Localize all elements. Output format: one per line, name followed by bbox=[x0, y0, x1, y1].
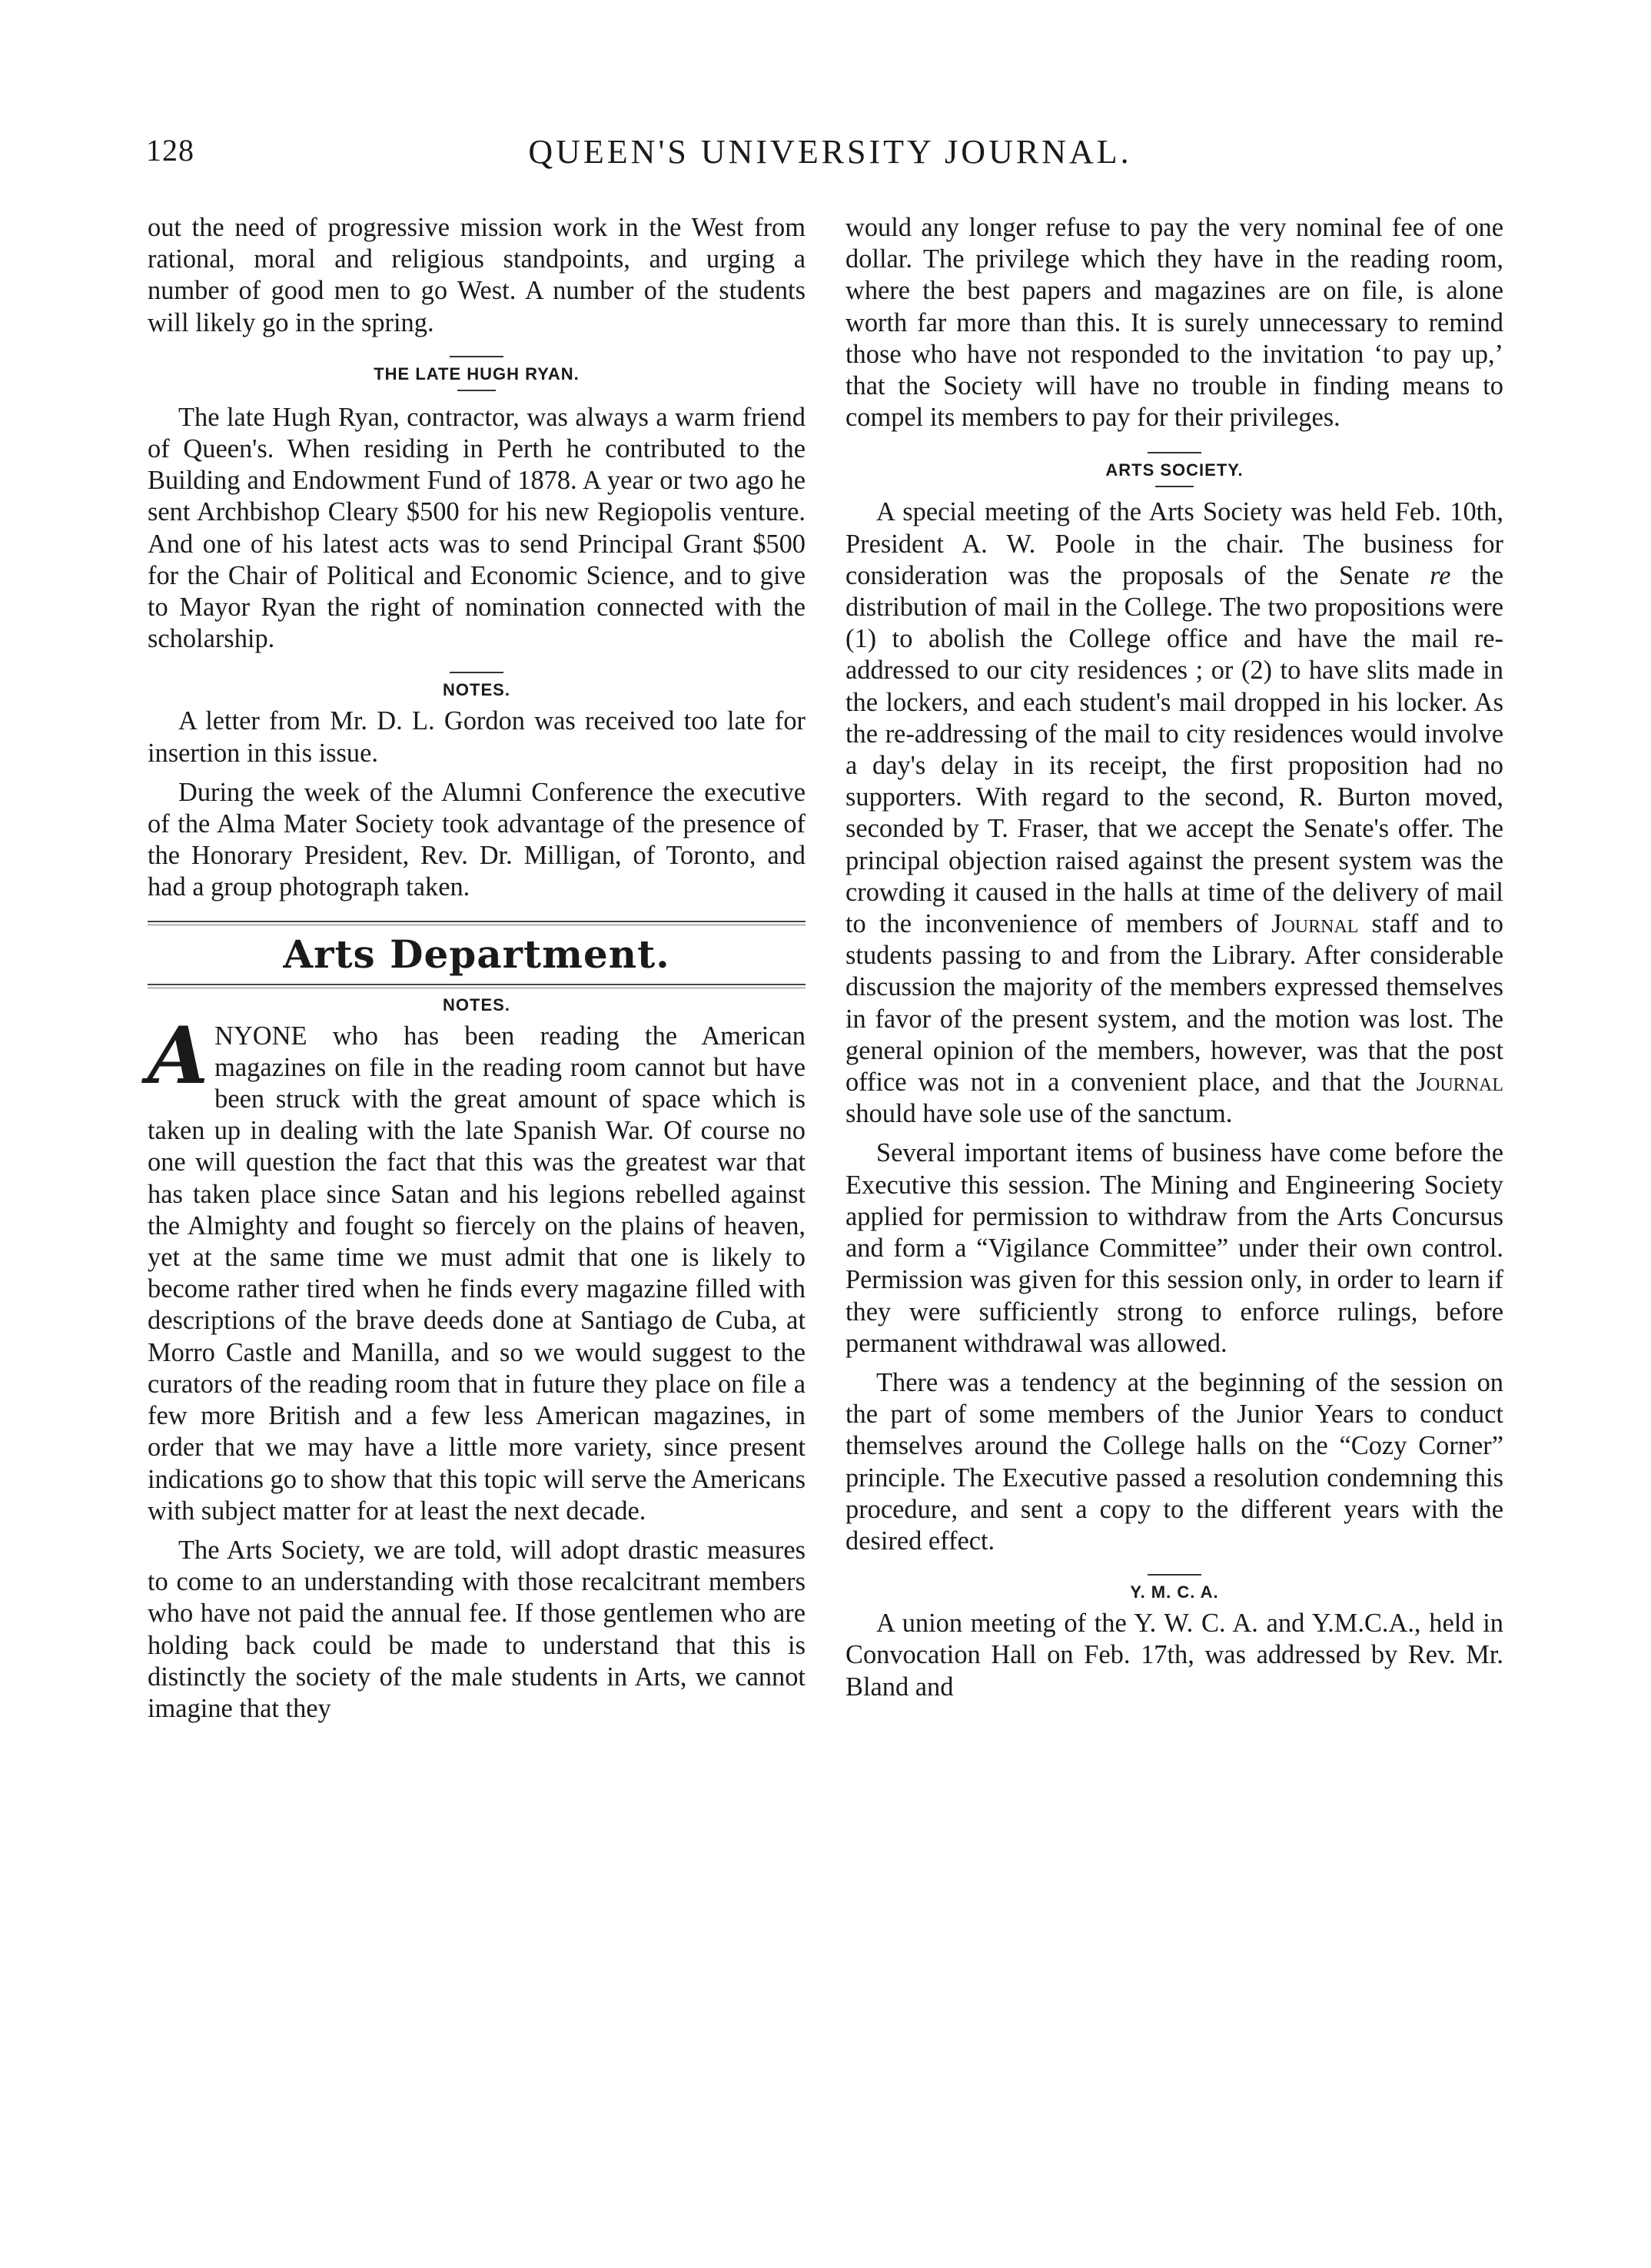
left-column bbox=[148, 212, 806, 1725]
page-header bbox=[146, 132, 1514, 178]
arts-society-fee-paragraph: The Arts Society, we are told, will adopt drastic measures to come to an understanding with those recalcitrant members who have not paid the annual fee. If those gentlemen who are holding back could be made to understand that this is distinctly the society of the male students in Arts, we cannot imagine that they bbox=[148, 1535, 806, 1723]
gordon-paragraph: A letter from Mr. D. L. Gordon was received too late for insertion in this issue. bbox=[148, 706, 806, 768]
section-rule bbox=[450, 356, 503, 357]
department-rule-top bbox=[148, 921, 806, 925]
section-rule bbox=[1148, 452, 1201, 453]
heading-arts-society: ARTS SOCIETY. bbox=[1105, 460, 1244, 480]
meeting-text-c: staff and to students passing to and from the Library. After considerable discussion the majority of the members expressed themselves in favor of the present system, and the motion was lost. The general opinion of the members, however, was that the post office was not in a convenient place, and that the bbox=[845, 909, 1504, 1097]
section-rule bbox=[450, 672, 503, 673]
heading-ymca: Y. M. C. A. bbox=[1130, 1582, 1219, 1602]
meeting-text-re: re bbox=[1430, 560, 1451, 590]
ryan-paragraph: The late Hugh Ryan, contractor, was always a warm friend of Queen's. When residing in Perth he contributed to the Building and Endowment Fund of 1878. A year or two ago he sent Archbishop Cleary $500 for his new Regiopolis venture. And one of his latest acts was to send Principal Grant $500 for the Chair of Political and Economic Science, and to give to Mayor Ryan the right of nomination connected with the scholarship. bbox=[148, 402, 806, 654]
meeting-text-b: the distribution of mail in the College. The two propositions were (1) to abolish the College office and have the mail re-addressed to our city residences ; or (2) to have slits made in the lockers, and each student's mail dropped in his locker. As the re-addressing of the mail to city residences would involve a day's delay in its receipt, the first proposition had no supporters. With regard to the second, R. Burton moved, seconded by T. Fraser, that we accept the Senate's offer. The principal objection raised against the present system was the crowding it caused in the halls at time of the delivery of mail to the inconvenience of members of bbox=[845, 560, 1503, 939]
heading-notes: NOTES. bbox=[443, 680, 510, 700]
heading-late-hugh-ryan: THE LATE HUGH RYAN. bbox=[374, 364, 580, 384]
drop-cap: A bbox=[148, 1009, 209, 1102]
meeting-text-a: A special meeting of the Arts Society was held Feb. 10th, President A. W. Poole in the chair. The business for consideration was the proposals of the Senate bbox=[845, 497, 1503, 590]
alumni-paragraph: During the week of the Alumni Conference the executive of the Alma Mater Society took advantage of the presence of the Honorary President, Rev. Dr. Milligan, of Toronto, and had a group photograph taken. bbox=[148, 777, 806, 902]
special-meeting-paragraph bbox=[845, 496, 1503, 1130]
fee-continuation-paragraph: would any longer refuse to pay the very nominal fee of one dollar. The privilege which they have in the reading room, where the best papers and magazines are on file, is alone worth far more than this. It is surely unnecessary to remind those who have not responded to the invitation ‘to pay up,’ that the Society will have no trouble in finding means to compel its members to pay for their privileges. bbox=[845, 213, 1503, 433]
section-rule bbox=[1148, 1574, 1201, 1576]
meeting-text-d: should have sole use of the sanctum. bbox=[845, 1099, 1233, 1129]
magazines-paragraph bbox=[148, 1009, 806, 1527]
union-meeting-paragraph: A union meeting of the Y. W. C. A. and Y.M.C.A., held in Convocation Hall on Feb. 17th, was addressed by Rev. Mr. Bland and bbox=[845, 1609, 1503, 1702]
right-column bbox=[845, 212, 1503, 1703]
magazines-text: NYONE who has been reading the American magazines on file in the reading room cannot but have been struck with the great amount of space which is taken up in dealing with the late Spanish War. Of course no one will question the fact that this was the greatest war that has taken place since Satan and his legions rebelled against the Almighty and fought so fiercely on the plains of heaven, yet at the same time we must admit that one is likely to become rather tired when he finds every magazine filled with descriptions of the brave deeds done at Santiago de Cuba, at Morro Castle and Manilla, and so we would suggest to the curators of the reading room that in future they place on file a few more British and a few less American magazines, in order that we may have a little more variety, since present indications go to show that this topic will serve the Americans with subject matter for at least the next decade. bbox=[148, 1021, 806, 1526]
department-rule-bottom bbox=[148, 984, 806, 988]
arts-department-title: Arts Department. bbox=[283, 931, 670, 977]
journal-small-caps: Journal bbox=[1271, 909, 1359, 939]
tendency-paragraph: There was a tendency at the beginning of the session on the part of some members of the Junior Years to conduct themselves around the College halls on the “Cozy Corner” principle. The Executive passed a resolution condemning this procedure, and sent a copy to the different years with the desired effect. bbox=[845, 1367, 1503, 1556]
page-number: 128 bbox=[146, 133, 194, 168]
business-paragraph: Several important items of business have come before the Executive this session. The Mining and Engineering Society applied for permission to withdraw from the Arts Concursus and form a “Vigilance Committee” under their own control. Permission was given for this session only, in order to learn if they were sufficiently strong to enforce rulings, before permanent withdrawal was allowed. bbox=[845, 1138, 1503, 1358]
heading-notes: NOTES. bbox=[443, 995, 510, 1014]
journal-small-caps: Journal bbox=[1416, 1068, 1503, 1097]
journal-title: QUEEN'S UNIVERSITY JOURNAL. bbox=[528, 133, 1132, 171]
mission-paragraph: out the need of progressive mission work in the West from rational, moral and religious standpoints, and urging a number of good men to go West. A number of the students will likely go in the spring. bbox=[148, 213, 806, 337]
